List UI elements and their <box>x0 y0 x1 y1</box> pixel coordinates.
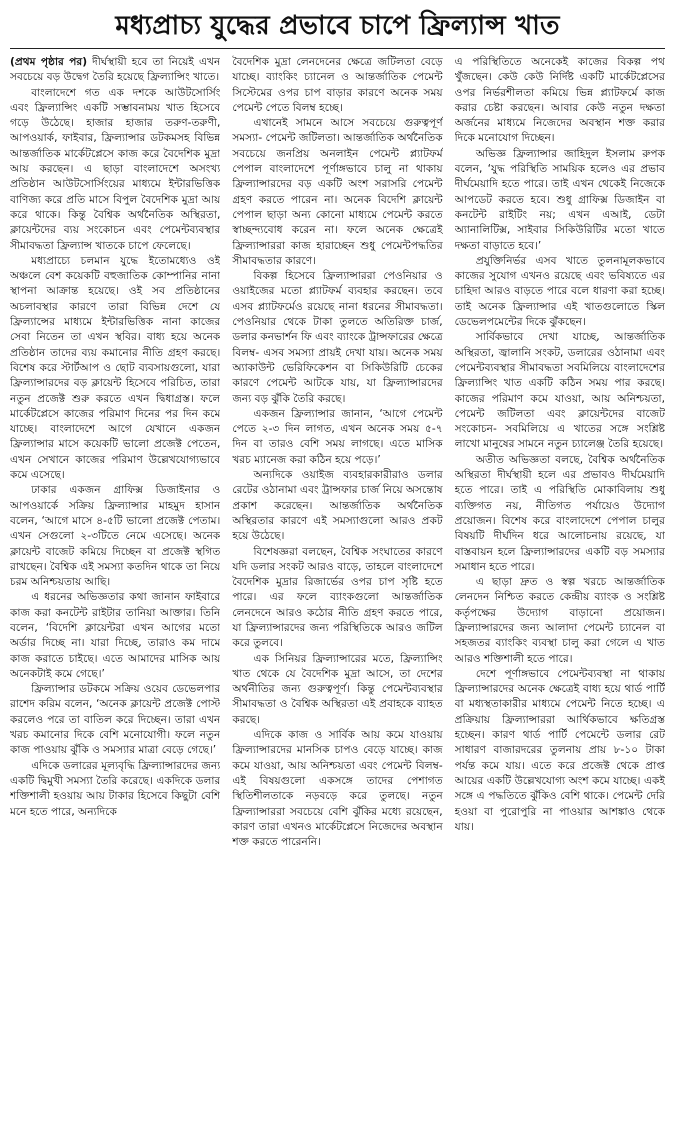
headline-divider <box>10 48 665 49</box>
article-paragraph: অভিজ্ঞ ফ্রিল্যান্সার জাহিদুল ইসলাম রুপক বলেন, ‘যুদ্ধ পরিস্থিতি সাময়িক হলেও এর প্রভাব দীর্ঘমেয়াদি হতে পারে। তাই এখন থেকেই নিজেকে আপডেট করতে হবে। শুধু গ্রাফিক্স ডিজাইন বা কনটেন্ট রাইটিং নয়; এখন এআই, ডেটা অ্যানালিটিক্স, সাইবার সিকিউরিটির মতো খাতে দক্ষতা বাড়াতে হবে।’ <box>454 147 665 252</box>
article-headline: মধ্যপ্রাচ্য যুদ্ধের প্রভাবে চাপে ফ্রিল্যান্স খাত <box>115 11 560 41</box>
article-column-2 <box>232 55 442 1127</box>
article-paragraph: এদিকে কাজ ও সার্বিক আয় কমে যাওয়ায় ফ্রিল্যান্সারদের মানসিক চাপও বেড়ে যাচ্ছে। কাজ কমে যাওয়া, আয় অনিশ্চয়তা এবং পেমেন্ট বিলম্ব- এই বিষয়গুলো একসঙ্গে তাদের পেশাগত স্থিতিশীলতাকে নড়বড়ে করে তুলছে। নতুন ফ্রিল্যান্সাররা সবচেয়ে বেশি ঝুঁকির মধ্যে রয়েছেন, কারণ তারা এখনও মার্কেটপ্লেসে নিজেদের অবস্থান শক্ত করতে পারেননি। <box>232 729 443 849</box>
article-paragraph-text: দীর্ঘস্থায়ী হবে তা নিয়েই এখন সবচেয়ে বড় উদ্বেগ তৈরি হয়েছে ফ্রিল্যান্সিং খাতে। <box>10 56 221 84</box>
article-body <box>10 55 665 1127</box>
article-paragraph: মধ্যপ্রাচ্যে চলমান যুদ্ধে ইতোমধ্যেও ওই অঞ্চলে বেশ কয়েকটি বহুজাতিক কোম্পানির নানা স্থাপনা আক্রান্ত হয়েছে। ওই সব প্রতিষ্ঠানের অচলাবস্থার কারণে তারা বিভিন্ন দেশে যে ফ্রিল্যান্সের মাধ্যমে ইন্টারভিত্তিক নানা কাজের সেবা নিতেন তা এখন স্থবির। বাধ্য হয়ে অনেক প্রতিষ্ঠান তাদের ব্যয় কমানোর নীতি গ্রহণ করছে। বিশেষ করে স্টার্টআপ ও ছোট ব্যবসায়গুলো, যারা ফ্রিল্যান্সারদের বড় ক্লায়েন্ট হিসেবে পরিচিত, তারা নতুন প্রজেক্ট শুরু করতে এখন দ্বিধাগ্রস্ত। ফলে মার্কেটপ্লেসে কাজের পরিমাণ দিনের পর দিন কমে যাচ্ছে। বাংলাদেশে আগে যেখানে একজন ফ্রিল্যান্সার মাসে কয়েকটি ভালো প্রজেক্ট পেতেন, এখন সেখানে কাজের পরিমাণ উল্লেখযোগ্যভাবে কমে এসেছে। <box>10 254 221 482</box>
article-paragraph: অন্যদিকে ওয়াইজ ব্যবহারকারীরাও ডলার রেটের ওঠানামা এবং ট্রান্সফার চার্জ নিয়ে অসন্তোষ প্রকাশ করেছেন। আন্তর্জাতিক অর্থনৈতিক অস্থিরতার কারণে এই সমস্যাগুলো আরও প্রকট হয়ে উঠেছে। <box>232 469 443 543</box>
article-paragraph: সার্বিকভাবে দেখা যাচ্ছে, আন্তর্জাতিক অস্থিরতা, জ্বালানি সংকট, ডলারের ওঠানামা এবং পেমেন্টব্যবস্থার সীমাবদ্ধতা সবমিলিয়ে বাংলাদেশের ফ্রিল্যান্সিং খাত একটি কঠিন সময় পার করছে। কাজের পরিমাণ কমে যাওয়া, আয় অনিশ্চয়তা, পেমেন্ট জটিলতা এবং ক্লায়েন্টদের বাজেট সংকোচন- সবমিলিয়ে এ খাতের সঙ্গে সংশ্লিষ্ট লাখো মানুষের সামনে নতুন চ্যালেঞ্জ তৈরি হয়েছে। <box>454 331 665 451</box>
article-paragraph: ফ্রিল্যান্সার ডটকমে সক্রিয় ওয়েব ডেভেলপার রাশেদ করিম বলেন, ‘অনেক ক্লায়েন্ট প্রজেক্ট পোস্ট করলেও পরে তা বাতিল করে দিচ্ছেন। তারা এখন খরচ কমানোর দিকে বেশি মনোযোগী। ফলে নতুন কাজ পাওয়ায় ঝুঁকি ও সমস্যার মাত্রা বেড়ে গেছে।’ <box>10 683 221 757</box>
article-paragraph: প্রযুক্তিনির্ভর এসব খাতে তুলনামূলকভাবে কাজের সুযোগ এখনও রয়েছে এবং ভবিষ্যতে এর চাহিদা আরও বাড়তে পারে বলে ধারণা করা হচ্ছে। তাই অনেক ফ্রিল্যান্সার এই খাতগুলোতে স্কিল ডেভেলপমেন্টের দিকে ঝুঁকছেন। <box>454 254 665 329</box>
article-paragraph: এক সিনিয়র ফ্রিল্যান্সারের মতে, ফ্রিল্যান্সিং খাত থেকে যে বৈদেশিক মুদ্রা আসে, তা দেশের অর্থনীতির জন্য গুরুত্বপূর্ণ। কিন্তু পেমেন্টব্যবস্থার সীমাবদ্ধতা ও বৈশ্বিক অস্থিরতা এই প্রবাহকে ব্যাহত করছে। <box>232 652 443 726</box>
article-paragraph: বিশেষজ্ঞরা বলছেন, বৈশ্বিক সংঘাতের কারণে যদি ডলার সংকট আরও বাড়ে, তাহলে বাংলাদেশে বৈদেশিক মুদ্রার রিজার্ভের ওপর চাপ সৃষ্টি হতে পারে। এর ফলে ব্যাংকগুলো আন্তর্জাতিক লেনদেনে আরও কঠোর নীতি গ্রহণ করতে পারে, যা ফ্রিল্যান্সারদের জন্য পরিস্থিতিকে আরও জটিল করে তুলবে। <box>232 545 443 650</box>
continuation-label: (প্রথম পৃষ্ঠার পর) <box>10 56 88 68</box>
article-paragraph: ঢাকার একজন গ্রাফিক্স ডিজাইনার ও আপওয়ার্কে সক্রিয় ফ্রিল্যান্সার মাহমুদ হাসান বলেন, ‘আগে মাসে ৪-৫টি ভালো প্রজেক্ট পেতাম। এখন সেগুলো ২-৩টিতে নেমে এসেছে। অনেক ক্লায়েন্ট বাজেট কমিয়ে দিচ্ছেন বা প্রজেক্ট স্থগিত রাখছেন। বৈশ্বিক এই সমস্যা কতদিন থাকে তা নিয়ে চরম অনিশ্চয়তায় আছি। <box>10 484 221 589</box>
article-column-1 <box>10 55 220 1127</box>
article-paragraph: এ পরিস্থিতিতে অনেকেই কাজের বিকল্প পথ খুঁজছেন। কেউ কেউ নির্দিষ্ট একটি মার্কেটপ্লেসের ওপর নির্ভরশীলতা কমিয়ে ভিন্ন প্ল্যাটফর্মে কাজ করার চেষ্টা করছেন। আবার কেউ নতুন দক্ষতা অর্জনের মাধ্যমে নিজেদের অবস্থান শক্ত করার দিকে মনোযোগ দিচ্ছেন। <box>454 56 665 145</box>
article-paragraph: এখানেই সামনে আসে সবচেয়ে গুরুত্বপূর্ণ সমস্যা- পেমেন্ট জটিলতা। আন্তর্জাতিক অর্থনৈতিক সবচেয়ে জনপ্রিয় অনলাইন পেমেন্ট প্ল্যাটফর্ম পেপাল বাংলাদেশে পূর্ণাঙ্গভাবে চালু না থাকায় ফ্রিল্যান্সারদের বড় একটি অংশ সরাসরি পেমেন্ট গ্রহণ করতে পারেন না। অনেক বিদেশি ক্লায়েন্ট পেপাল ছাড়া অন্য কোনো মাধ্যমে পেমেন্ট করতে স্বাচ্ছন্দ্যবোধ করেন না। ফলে অনেক ক্ষেত্রেই ফ্রিল্যান্সাররা কাজ হারাচ্ছেন শুধু পেমেন্টপদ্ধতির সীমাবদ্ধতার কারণে। <box>232 117 443 267</box>
article-column-3 <box>455 55 665 1127</box>
article-paragraph: বিকল্প হিসেবে ফ্রিল্যান্সাররা পেওনিয়ার ও ওয়াইজের মতো প্ল্যাটফর্ম ব্যবহার করছেন। তবে এসব প্ল্যাটফর্মেও রয়েছে নানা ধরনের সীমাবদ্ধতা। পেওনিয়ার থেকে টাকা তুলতে অতিরিক্ত চার্জ, ডলার কনভার্শন ফি এবং ব্যাংকে ট্রান্সফারের ক্ষেত্রে বিলম্ব- এসব সমস্যা প্রায়ই দেখা যায়। অনেক সময় অ্যাকাউন্ট ভেরিফিকেশন বা সিকিউরিটি চেকের কারণে পেমেন্ট আটকে যায়, যা ফ্রিল্যান্সারদের জন্য বড় ঝুঁকি তৈরি করছে। <box>232 270 443 405</box>
article-paragraph <box>10 55 220 86</box>
article-paragraph: একজন ফ্রিল্যান্সার জানান, ‘আগে পেমেন্ট পেতে ২-৩ দিন লাগত, এখন অনেক সময় ৫-৭ দিন বা তারও বেশি সময় লাগছে। এতে মাসিক খরচ ম্যানেজ করা কঠিন হয়ে পড়ে।’ <box>232 407 443 466</box>
article-paragraph: বাংলাদেশে গত এক দশকে আউটসোর্সিং এবং ফ্রিল্যান্সিং একটি সম্ভাবনাময় খাত হিসেবে গড়ে উঠেছে। হাজার হাজার তরুণ-তরুণী, আপওয়ার্ক, ফাইবার, ফ্রিল্যান্সার ডটকমসহ বিভিন্ন আন্তর্জাতিক মার্কেটপ্লেসে কাজ করে বৈদেশিক মুদ্রা আয় করছেন। এ ছাড়া বাংলাদেশে অসংখ্য প্রতিষ্ঠান আউটসোর্সিংয়ের মাধ্যমে ইন্টারভিত্তিক বাণিজ্য করে প্রতি মাসে বিপুল বৈদেশিক মুদ্রা আয় করে থাকে। কিন্তু বৈশ্বিক অর্থনৈতিক অস্থিরতা, ক্লায়েন্টদের ব্যয় সংকোচন এবং পেমেন্টব্যবস্থার সীমাবদ্ধতা ফ্রিল্যান্স খাতকে চাপে ফেলেছে। <box>10 86 221 252</box>
article-paragraph: বৈদেশিক মুদ্রা লেনদেনের ক্ষেত্রে জটিলতা বেড়ে যাচ্ছে। ব্যাংকিং চ্যানেল ও আন্তর্জাতিক পেমেন্ট সিস্টেমের ওপর চাপ বাড়ার কারণে অনেক সময় পেমেন্ট পেতে বিলম্ব হচ্ছে। <box>232 56 443 114</box>
article-paragraph: এ ধরনের অভিজ্ঞতার কথা জানান ফাইবারে কাজ করা কনটেন্ট রাইটার তানিয়া আক্তার। তিনি বলেন, ‘বিদেশি ক্লায়েন্টরা এখন আগের মতো অর্ডার দিচ্ছে না। যারা দিচ্ছে, তারাও কম দামে কাজ করাতে চাইছে। এতে আমাদের মাসিক আয় অনেকটাই কমে গেছে।’ <box>10 591 221 680</box>
article-paragraph: দেশে পূর্ণাঙ্গভাবে পেমেন্টব্যবস্থা না থাকায় ফ্রিল্যান্সারদের অনেক ক্ষেত্রেই বাধ্য হয়ে থার্ড পার্টি বা মধ্যস্থতাকারীর মাধ্যমে পেমেন্ট নিতে হচ্ছে। এ প্রক্রিয়ায় ফ্রিল্যান্সাররা আর্থিকভাবে ক্ষতিগ্রস্ত হচ্ছেন। কারণ থার্ড পার্টি পেমেন্টে ডলার রেট সাধারণ বাজারদরের তুলনায় প্রায় ৮-১০ টাকা পর্যন্ত কমে যায়। এতে করে প্রজেক্ট থেকে প্রাপ্ত আয়ের একটি উল্লেখযোগ্য অংশ কমে যাচ্ছে। একই সঙ্গে এ পদ্ধতিতে ঝুঁকিও বেশি থাকে। পেমেন্ট দেরি হওয়া বা পুরোপুরি না পাওয়ার আশঙ্কাও থেকে যায়। <box>454 667 665 833</box>
article-paragraph: এ ছাড়া দ্রুত ও স্বল্প খরচে আন্তর্জাতিক লেনদেন নিশ্চিত করতে কেন্দ্রীয় ব্যাংক ও সংশ্লিষ্ট কর্তৃপক্ষের উদ্যোগ বাড়ানো প্রয়োজন। ফ্রিল্যান্সারদের জন্য আলাদা পেমেন্ট চ্যানেল বা সহজতর ব্যাংকিং ব্যবস্থা চালু করা গেলে এ খাত আরও শক্তিশালী হতে পারে। <box>454 576 665 665</box>
article-paragraph: অতীত অভিজ্ঞতা বলছে, বৈশ্বিক অর্থনৈতিক অস্থিরতা দীর্ঘস্থায়ী হলে এর প্রভাবও দীর্ঘমেয়াদি হতে পারে। তাই এ পরিস্থিতি মোকাবিলায় শুধু ব্যক্তিগত নয়, নীতিগত পর্যায়েও উদ্যোগ প্রয়োজন। বিশেষ করে বাংলাদেশে পেপাল চালুর বিষয়টি দীর্ঘদিন ধরে আলোচনায় রয়েছে, যা বাস্তবায়ন হলে ফ্রিল্যান্সারদের একটি বড় সমস্যার সমাধান হতে পারে। <box>454 453 665 573</box>
article-paragraph: এদিকে ডলারের মূল্যবৃদ্ধি ফ্রিল্যান্সারদের জন্য একটি দ্বিমুখী সমস্যা তৈরি করেছে। একদিকে ডলার শক্তিশালী হওয়ায় আয় টাকার হিসেবে কিছুটা বেশি মনে হতে পারে, অন্যদিকে <box>10 759 221 818</box>
